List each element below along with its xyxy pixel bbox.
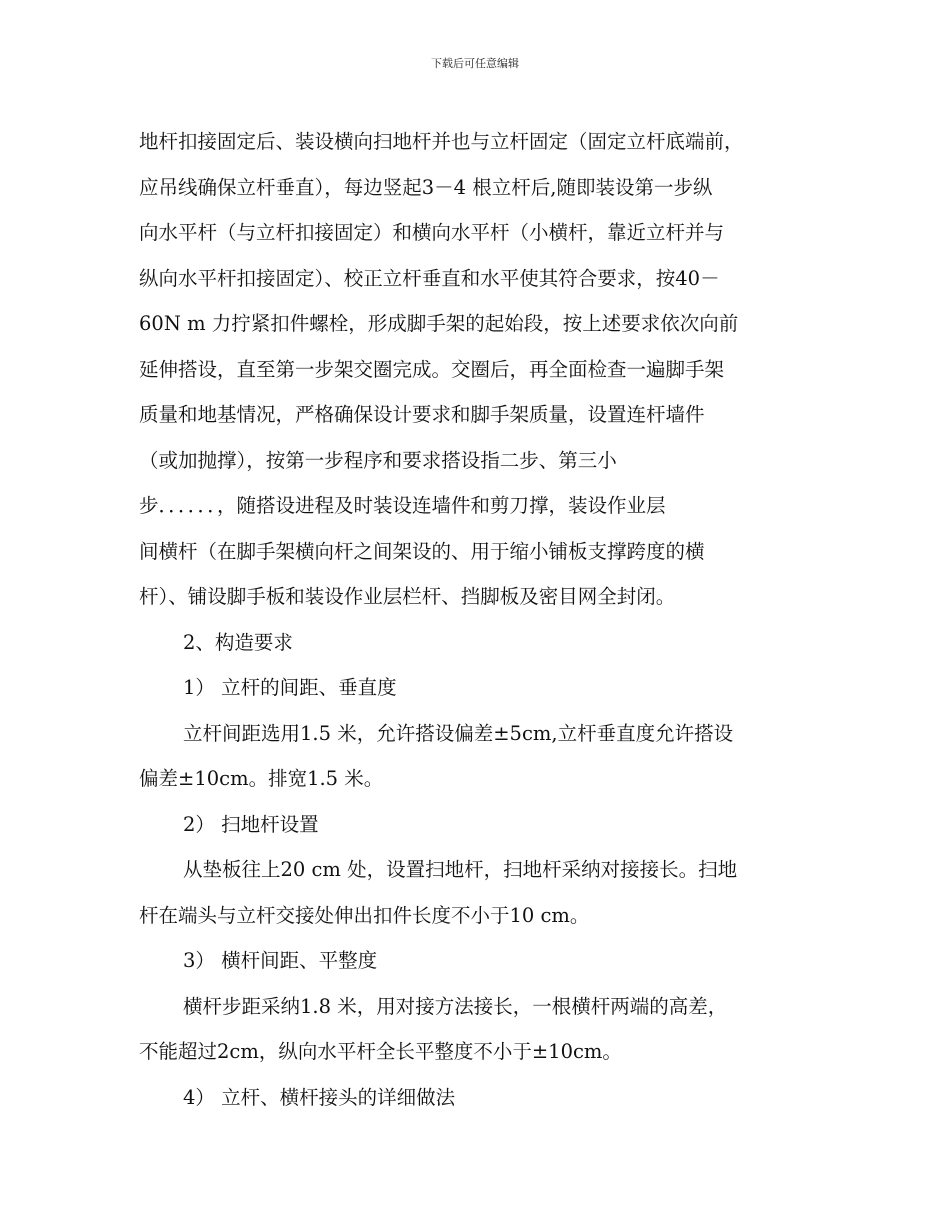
subsection-heading: 1） 立杆的间距、垂直度: [183, 676, 397, 699]
text-line: 杆在端头与立杆交接处伸出扣件长度不小于10 cm。: [139, 903, 590, 927]
text-line: 应吊线确保立杆垂直），每边竖起3－4 根立杆后,随即装设第一步纵: [139, 175, 713, 199]
section-heading: 2、构造要求: [183, 630, 293, 654]
text-line: 纵向水平杆扣接固定）、校正立杆垂直和水平使其符合要求，按40－: [139, 266, 720, 290]
text-line: 间横杆（在脚手架横向杆之间架设的、用于缩小铺板支撑跨度的横: [139, 539, 705, 563]
text-line: 偏差±10cm。排宽1.5 米。: [139, 767, 384, 790]
subsection-heading: 3） 横杆间距、平整度: [183, 949, 378, 972]
subsection-heading: 4） 立杆、横杆接头的详细做法: [183, 1085, 456, 1109]
text-line: 向水平杆（与立杆扣接固定）和横向水平杆（小横杆，靠近立杆并与: [139, 221, 725, 244]
text-line: 横杆步距采纳1.8 米，用对接方法接长，一根横杆两端的高差，: [183, 994, 728, 1018]
body-text: [139, 119, 811, 1120]
text-line: 杆）、铺设脚手板和装设作业层栏杆、挡脚板及密目网全封闭。: [139, 585, 676, 608]
text-line: 延伸搭设，直至第一步架交圈完成。交圈后，再全面检查一遍脚手架: [139, 357, 725, 381]
text-line: 60N m 力拧紧扣件螺栓，形成脚手架的起始段，按上述要求依次向前: [139, 312, 739, 335]
text-line: 质量和地基情况，严格确保设计要求和脚手架质量，设置连杆墙件: [139, 403, 705, 426]
text-line: 不能超过2cm，纵向水平杆全长平整度不小于±10cm。: [139, 1040, 622, 1063]
text-line: 步．．．．．．，随搭设进程及时装设连墙件和剪刀撑，装设作业层: [139, 494, 666, 517]
subsection-heading: 2） 扫地杆设置: [183, 812, 319, 836]
page-header: 下载后可任意编辑: [431, 57, 519, 70]
text-line: （或加抛撑），按第一步程序和要求搭设指二步、第三小: [139, 448, 617, 472]
text-line: 从垫板往上20 cm 处，设置扫地杆，扫地杆采纳对接接长。扫地: [183, 858, 738, 881]
text-line: 立杆间距选用1.5 米，允许搭设偏差±5cm,立杆垂直度允许搭设: [183, 721, 734, 745]
text-line: 地杆扣接固定后、装设横向扫地杆并也与立杆固定（固定立杆底端前，: [139, 130, 744, 153]
